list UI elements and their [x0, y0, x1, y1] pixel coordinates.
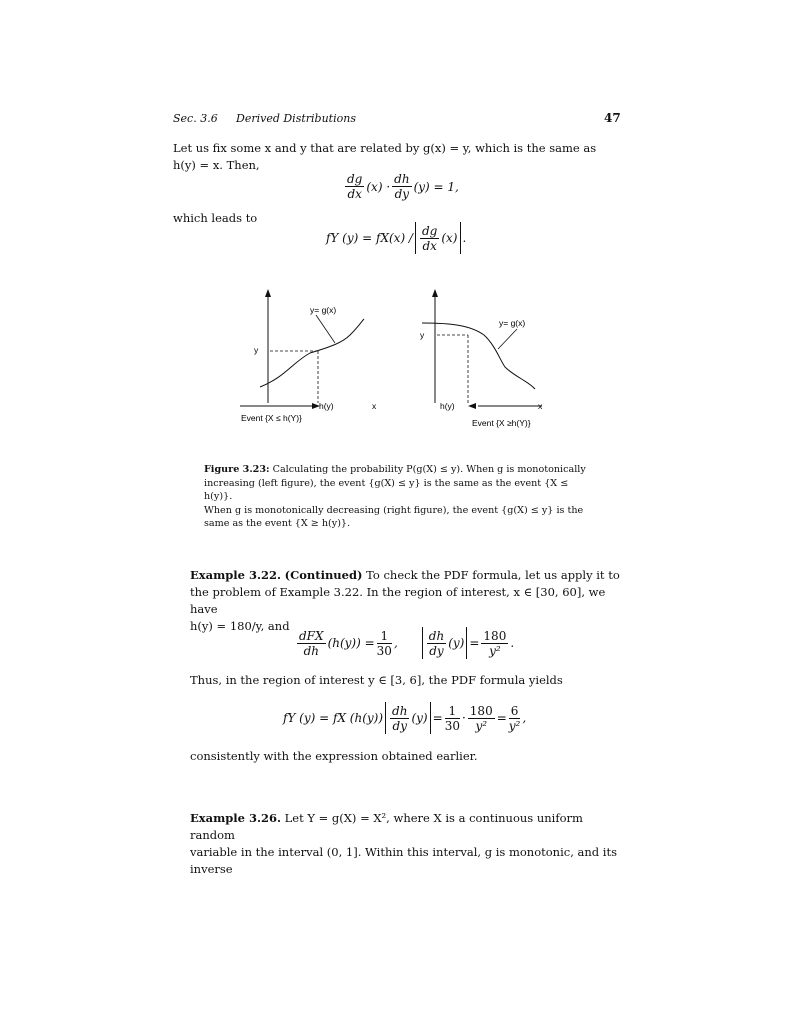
right-event-arrow-head: [468, 403, 476, 409]
caption-label: Figure 3.23:: [204, 464, 270, 475]
eqA-num: dFX: [299, 628, 324, 643]
eqC-n3: 6: [510, 703, 519, 718]
eqB-den2: y²: [489, 643, 501, 658]
eqC-end: ,: [522, 711, 527, 725]
eqA-num2: 1: [377, 629, 392, 644]
eqB-num: dh: [428, 628, 445, 643]
left-h-label: h(y): [319, 401, 334, 411]
intro-paragraph: [173, 140, 623, 174]
example-322-line-2: the problem of Example 3.22. In the region of interest, x ∈ [30, 60], we have: [190, 585, 606, 616]
eq1-mid: (x) ·: [366, 179, 391, 194]
example-322-label: Example 3.22.: [190, 568, 281, 582]
example-326-line-2: variable in the interval (0, 1]. Within this interval, g is monotonic, and its inverse: [190, 845, 617, 876]
eqA-den: dh: [303, 643, 319, 658]
eqA-den2: 30: [376, 643, 392, 658]
eqC-den: dy: [392, 718, 407, 733]
eq2-right: (x): [441, 231, 458, 245]
eq2-left: fY (y) = fX(x) /: [326, 231, 413, 245]
eq1-right: (y) = 1,: [413, 179, 459, 194]
left-y-label: y: [254, 345, 259, 355]
page-number: 47: [604, 111, 621, 125]
eqB-end: .: [510, 636, 515, 650]
caption-line-2: increasing (left figure), the event {g(X) ≤ y} is the same as the event {X ≤ h(y)}.: [204, 477, 569, 502]
example-322-cont: (Continued): [284, 568, 363, 582]
left-event-label: Event {X ≤ h(Y)}: [241, 413, 302, 423]
eq1-den: dx: [347, 187, 362, 201]
eqB-den: dy: [429, 643, 444, 658]
eqC-d1: 30: [444, 718, 460, 733]
caption-line-4: same as the event {X ≥ h(y)}.: [204, 518, 351, 529]
eqC-d2: y²: [475, 718, 488, 733]
thus-text: Thus, in the region of interest y ∈ [3, 6], the PDF formula yields: [190, 673, 563, 687]
eq2-num: dg: [421, 223, 438, 238]
equation-3: [295, 627, 514, 659]
equation-4: [283, 702, 526, 734]
consistent-text: consistently with the expression obtained earlier.: [190, 749, 478, 763]
example-3-26: [190, 810, 622, 878]
eqC-dot: ·: [461, 711, 466, 725]
eq1-den2: dy: [394, 187, 410, 201]
example-3-22: [190, 567, 622, 635]
left-y-arrow: [265, 289, 271, 297]
left-x-label: x: [372, 401, 377, 411]
caption-line-3: When g is monotonically decreasing (right figure), the event {g(X) ≤ y} is the: [204, 504, 584, 516]
right-event-label: Event {X ≥h(Y)}: [472, 418, 531, 428]
example-326-line-1: Let Y = g(X) = X², where X is a continuous uniform random: [190, 811, 583, 842]
right-h-label: h(y): [440, 401, 455, 411]
example-322-line-3: h(y) = 180/y, and: [190, 619, 290, 633]
eq2-den: dx: [422, 238, 437, 253]
section-title: Derived Distributions: [236, 112, 356, 125]
eq2-end: .: [462, 231, 467, 245]
eqA-mid: (h(y)) =: [327, 636, 375, 650]
right-x-label: x: [538, 401, 543, 411]
leads-to-text: which leads to: [173, 211, 258, 225]
intro-line-1: Let us fix some x and y that are related by g(x) = y, which is the same as: [173, 141, 597, 155]
eqC-left: fY (y) = fX (h(y)): [283, 711, 384, 725]
left-plot: [240, 289, 377, 423]
eqB-mid: (y): [448, 636, 465, 650]
right-pointer: [498, 329, 517, 349]
right-plot: [420, 289, 543, 428]
intro-line-2: h(y) = x. Then,: [173, 158, 260, 172]
section-number: Sec. 3.6: [173, 112, 218, 125]
right-curve-label: y= g(x): [499, 318, 526, 328]
eqC-mid: (y): [411, 711, 428, 725]
caption-line-1: Calculating the probability P(g(X) ≤ y). When g is monotonically: [272, 464, 586, 475]
eqB-eq: =: [469, 636, 480, 650]
left-pointer: [316, 315, 335, 343]
eqC-n2: 180: [469, 703, 493, 718]
eqC-d3: y²: [508, 718, 521, 733]
eqC-eq: =: [432, 711, 443, 725]
right-y-label: y: [420, 330, 425, 340]
left-curve-label: y= g(x): [310, 305, 337, 315]
equation-1: [343, 172, 459, 201]
equation-2: [326, 222, 466, 254]
eq1-num2: dh: [394, 172, 410, 186]
right-curve: [422, 323, 535, 389]
eqC-n1: 1: [445, 704, 460, 719]
right-y-arrow: [432, 289, 438, 297]
eqC-num: dh: [392, 703, 408, 718]
eqC-eq2: =: [496, 711, 507, 725]
eq1-num: dg: [347, 172, 363, 186]
left-curve: [260, 319, 364, 387]
eqB-num2: 180: [483, 628, 507, 643]
figure-caption: [204, 463, 596, 531]
eqA-sep: ,: [393, 636, 398, 650]
example-322-line-1: To check the PDF formula, let us apply it to: [366, 568, 620, 582]
example-326-label: Example 3.26.: [190, 811, 281, 825]
figure-3-23: [230, 285, 560, 435]
